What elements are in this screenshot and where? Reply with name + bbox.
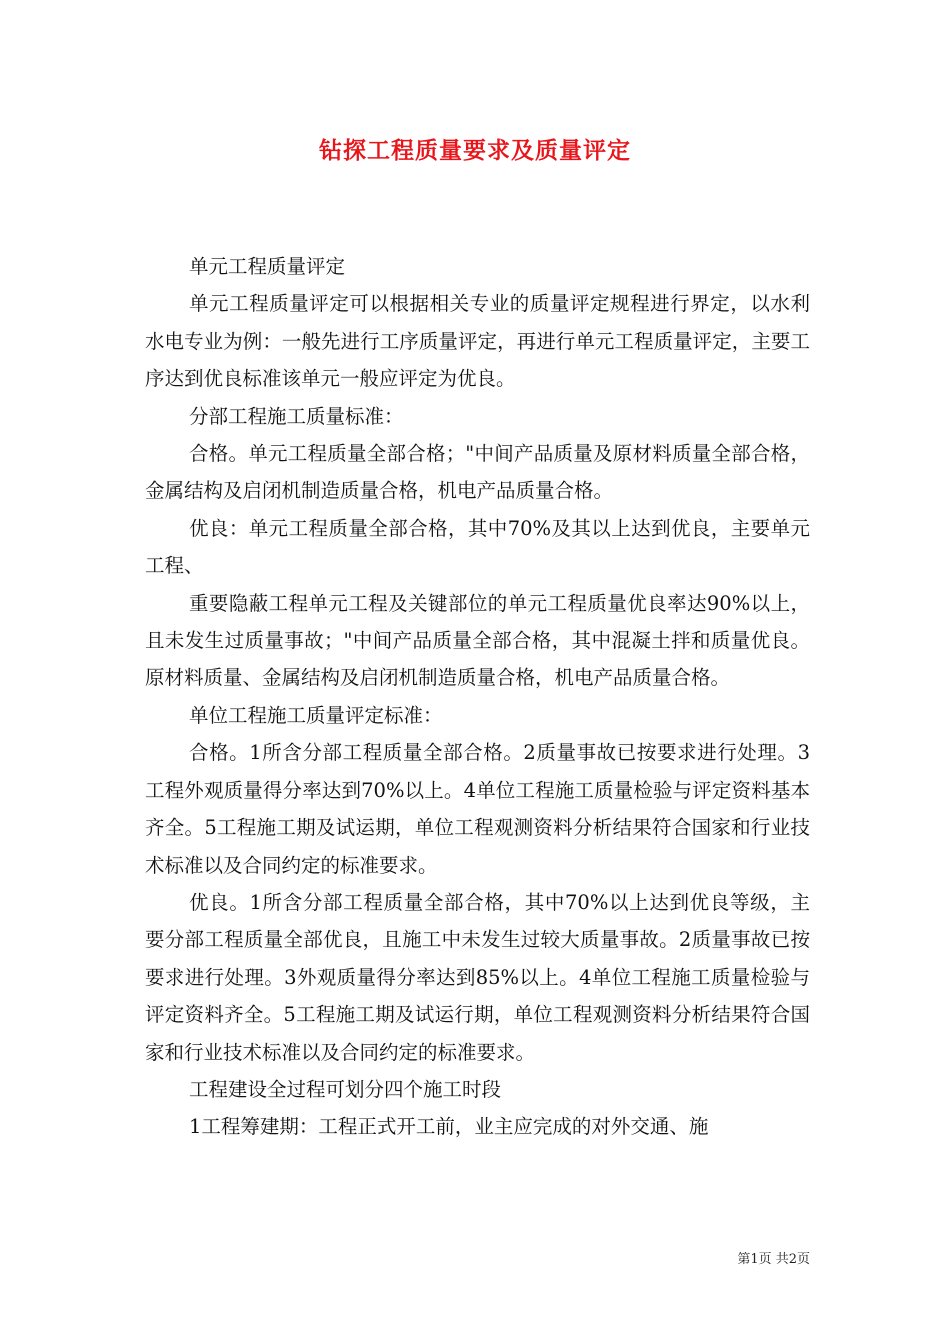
paragraph: 工程建设全过程可划分四个施工时段 bbox=[189, 1077, 502, 1101]
paragraph: 单元工程质量评定可以根据相关专业的质量评定规程进行界定，以水利水电专业为例：一般先进行工序质量评定，再进行单元工程质量评定，主要工序达到优良标准该单元一般应评定为优良。 bbox=[145, 292, 810, 391]
page-number: 第1页 共2页 bbox=[737, 1252, 810, 1267]
page-title: 钻探工程质量要求及质量评定 bbox=[319, 137, 631, 164]
paragraph: 单位工程施工质量评定标准： bbox=[189, 703, 443, 727]
paragraph: 合格。单元工程质量全部合格；"中间产品质量及原材料质量全部合格，金属结构及启闭机制造质量合格，机电产品质量合格。 bbox=[145, 442, 810, 503]
paragraph: 优良：单元工程质量全部合格，其中70%及其以上达到优良，主要单元工程、 bbox=[145, 516, 810, 578]
paragraph: 单元工程质量评定 bbox=[189, 255, 346, 278]
document-body bbox=[145, 248, 810, 1146]
paragraph: 优良。1所含分部工程质量全部合格，其中70%以上达到优良等级，主要分部工程质量全部优良，且施工中未发生过较大质量事故。2质量事故已按要求进行处理。3外观质量得分率达到85%以上。4单位工程施工质量检验与评定资料齐全。5工程施工期及试运行期，单位工程观测资料分析结果符合国家和行业技术标准以及合同约定的标准要求。 bbox=[145, 890, 810, 1064]
paragraph: 合格。1所含分部工程质量全部合格。2质量事故已按要求进行处理。3工程外观质量得分率达到70%以上。4单位工程施工质量检验与评定资料基本齐全。5工程施工期及试运期，单位工程观测资料分析结果符合国家和行业技术标准以及合同约定的标准要求。 bbox=[145, 741, 810, 877]
paragraph: 1工程筹建期：工程正式开工前，业主应完成的对外交通、施 bbox=[189, 1115, 709, 1139]
paragraph: 重要隐蔽工程单元工程及关键部位的单元工程质量优良率达90%以上，且未发生过质量事故；"中间产品质量全部合格，其中混凝土拌和质量优良。原材料质量、金属结构及启闭机制造质量合格，机电产品质量合格。 bbox=[145, 591, 810, 690]
paragraph: 分部工程施工质量标准： bbox=[189, 404, 404, 428]
